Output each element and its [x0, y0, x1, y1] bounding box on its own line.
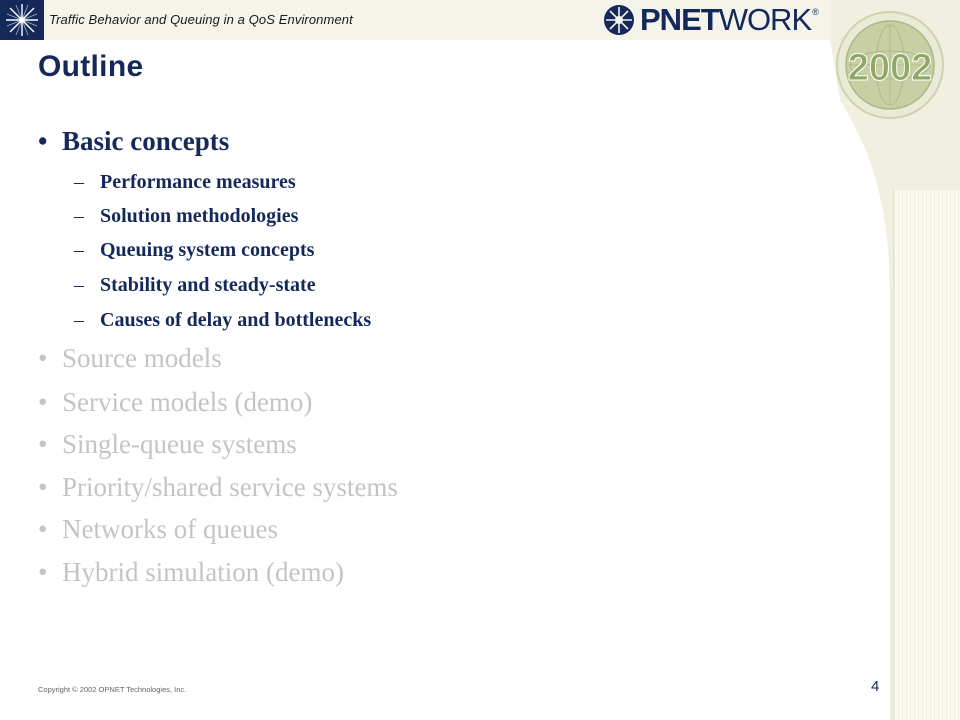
bullet: •	[38, 126, 48, 156]
bullet: •	[38, 429, 48, 459]
bullet: •	[38, 557, 48, 587]
dash: –	[74, 309, 84, 331]
opnet-sunburst-icon	[598, 2, 640, 38]
star-burst-icon	[0, 0, 44, 40]
copyright-notice: Copyright © 2002 OPNET Technologies, Inc.	[38, 685, 187, 694]
bullet: •	[38, 472, 48, 502]
bullet: •	[38, 387, 48, 417]
outline-item-label: Service models (demo)	[62, 387, 313, 417]
logo-wordmark: PNETWORK	[640, 2, 812, 37]
year-2002-badge-icon	[837, 12, 943, 118]
sub-item-label: Stability and steady-state	[100, 274, 316, 296]
right-decoration	[830, 0, 960, 720]
dash: –	[74, 239, 84, 261]
outline-item-label: Hybrid simulation (demo)	[62, 557, 344, 587]
dash: –	[74, 205, 84, 227]
header-title: Traffic Behavior and Queuing in a QoS Environment	[49, 12, 353, 27]
year-2002-text: 2002	[847, 47, 933, 89]
outline-item-label: Single-queue systems	[62, 429, 297, 459]
sub-item-label: Causes of delay and bottlenecks	[100, 309, 372, 331]
opnetwork-logo	[598, 2, 819, 38]
slide-title: Outline	[38, 50, 144, 83]
dash: –	[74, 171, 84, 193]
sub-item-label: Performance measures	[100, 171, 296, 193]
bullet: •	[38, 343, 48, 373]
page-number: 4	[871, 678, 880, 695]
outline-item-label: Source models	[62, 343, 222, 373]
sub-item-label: Queuing system concepts	[100, 239, 315, 261]
outline-item-label: Priority/shared service systems	[62, 472, 398, 502]
sub-item-label: Solution methodologies	[100, 205, 299, 227]
logo-trademark: ®	[812, 7, 819, 17]
outline-item-label: Networks of queues	[62, 514, 278, 544]
outline-item-label: Basic concepts	[62, 126, 230, 156]
bullet: •	[38, 514, 48, 544]
dash: –	[74, 274, 84, 296]
